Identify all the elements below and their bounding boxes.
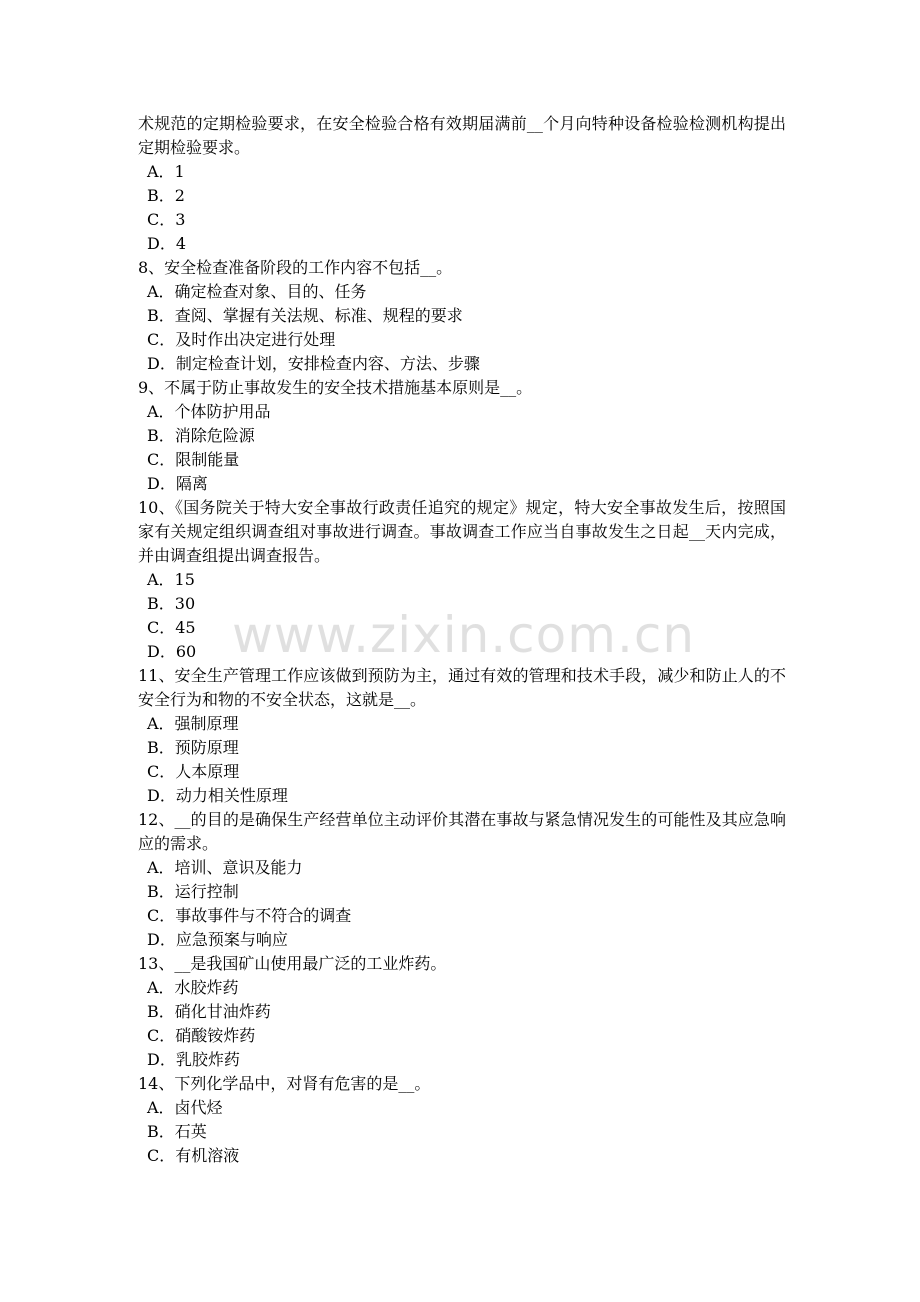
option-10a: A．15 bbox=[147, 570, 195, 589]
option-8d: D．制定检查计划，安排检查内容、方法、步骤 bbox=[147, 354, 480, 373]
option-12d: D．应急预案与响应 bbox=[147, 930, 288, 949]
option-12b: B．运行控制 bbox=[147, 882, 239, 901]
option-12a: A．培训、意识及能力 bbox=[147, 858, 303, 877]
option-14a: A．卤代烃 bbox=[147, 1098, 223, 1117]
option-10c: C．45 bbox=[147, 618, 196, 637]
option-10b: B．30 bbox=[147, 594, 196, 613]
watermark: www.zixin.com.cn bbox=[232, 606, 696, 664]
option-13b: B．硝化甘油炸药 bbox=[147, 1002, 271, 1021]
option-13a: A．水胶炸药 bbox=[147, 978, 239, 997]
option-7b: B．2 bbox=[147, 186, 185, 205]
option-13c: C．硝酸铵炸药 bbox=[147, 1026, 256, 1045]
question-14-text: 14、下列化学品中，对肾有危害的是__。 bbox=[138, 1074, 431, 1093]
question-13-text: 13、__是我国矿山使用最广泛的工业炸药。 bbox=[138, 954, 447, 973]
question-8-text: 8、安全检查准备阶段的工作内容不包括__。 bbox=[138, 258, 453, 277]
option-9c: C．限制能量 bbox=[147, 450, 240, 469]
option-7a: A．1 bbox=[147, 162, 185, 181]
question-7-text: 术规范的定期检验要求，在安全检验合格有效期届满前__个月向特种设备检验检测机构提出定期检验要求。 bbox=[138, 114, 786, 157]
option-11b: B．预防原理 bbox=[147, 738, 239, 757]
option-8c: C．及时作出决定进行处理 bbox=[147, 330, 336, 349]
option-7d: D．4 bbox=[147, 234, 187, 253]
option-9b: B．消除危险源 bbox=[147, 426, 255, 445]
question-11-text: 11、安全生产管理工作应该做到预防为主，通过有效的管理和技术手段，减少和防止人的不安全行为和物的不安全状态，这就是__。 bbox=[138, 666, 786, 709]
option-11a: A．强制原理 bbox=[147, 714, 239, 733]
option-7c: C．3 bbox=[147, 210, 186, 229]
option-13d: D．乳胶炸药 bbox=[147, 1050, 240, 1069]
question-12-text: 12、__的目的是确保生产经营单位主动评价其潜在事故与紧急情况发生的可能性及其应急响应的需求。 bbox=[138, 810, 786, 853]
option-8b: B．查阅、掌握有关法规、标准、规程的要求 bbox=[147, 306, 463, 325]
option-11d: D．动力相关性原理 bbox=[147, 786, 288, 805]
option-10d: D．60 bbox=[147, 642, 197, 661]
option-8a: A．确定检查对象、目的、任务 bbox=[147, 282, 367, 301]
question-10-text: 10、《国务院关于特大安全事故行政责任追究的规定》规定，特大安全事故发生后，按照国家有关规定组织调查组对事故进行调查。事故调查工作应当自事故发生之日起__天内完成，并由调查组提出调查报告。 bbox=[138, 498, 786, 565]
option-9a: A．个体防护用品 bbox=[147, 402, 271, 421]
option-14c: C．有机溶液 bbox=[147, 1146, 240, 1165]
option-12c: C．事故事件与不符合的调查 bbox=[147, 906, 352, 925]
option-9d: D．隔离 bbox=[147, 474, 208, 493]
option-14b: B．石英 bbox=[147, 1122, 207, 1141]
question-9-text: 9、不属于防止事故发生的安全技术措施基本原则是__。 bbox=[138, 378, 533, 397]
option-11c: C．人本原理 bbox=[147, 762, 240, 781]
